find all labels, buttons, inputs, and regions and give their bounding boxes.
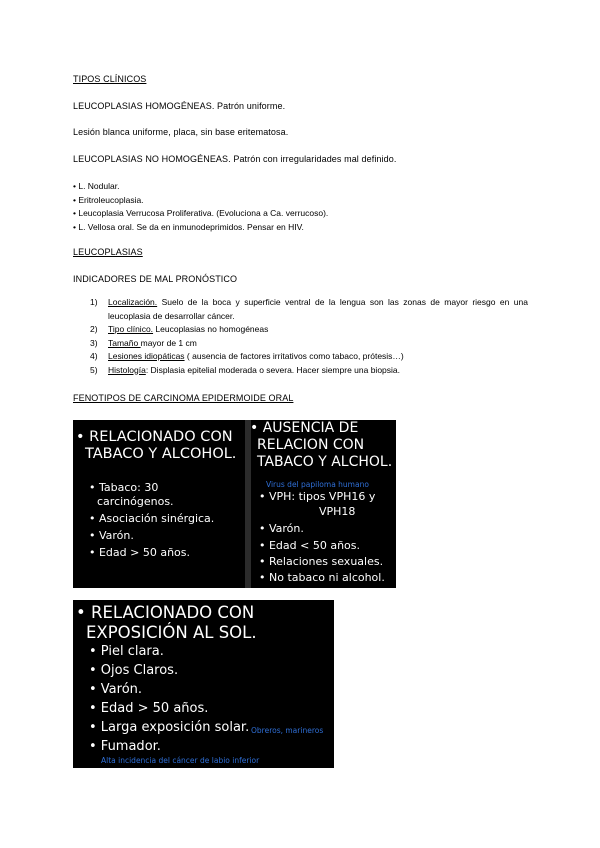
criteria-label: Localización. (108, 297, 158, 307)
slide-left-heading (76, 429, 236, 463)
slide-item: • Edad < 50 años. (259, 539, 361, 552)
criteria-text: ( ausencia de factores irritativos como tabaco, prótesis…) (184, 351, 404, 361)
criteria-label: Tipo clínico. (108, 324, 154, 334)
slide-item: • Varón. (89, 529, 134, 542)
slide-item: • No tabaco ni alcohol. (259, 571, 385, 584)
list-item: • L. Vellosa oral. Se da en inmunodeprimidos. Pensar en HIV. (73, 221, 328, 235)
criteria-number: 3) (90, 337, 98, 348)
homogeneas-heading: LEUCOPLASIAS HOMOGÉNEAS. Patrón uniforme. (73, 101, 286, 111)
slide-note: Virus del papiloma humano (266, 480, 369, 489)
no-homogeneas-heading: LEUCOPLASIAS NO HOMOGÉNEAS. Patrón con irregularidades mal definido. (73, 154, 397, 164)
heading-line: • RELACIONADO CON (76, 429, 233, 445)
slide-item: • Larga exposición solar. (89, 720, 250, 735)
slide-item: • Edad > 50 años. (89, 546, 191, 559)
criteria-item (90, 350, 528, 364)
criteria-label: Tamaño (108, 337, 141, 348)
criteria-text: Suelo de la boca y superficie ventral de la lengua son las zonas de mayor riesgo en una leucoplasia de desarrollar cáncer. (108, 297, 528, 321)
criteria-item (90, 296, 528, 323)
heading-line: RELACION CON (257, 437, 365, 453)
list-item: • L. Nodular. (73, 180, 328, 194)
types-list (73, 180, 328, 234)
slide-item: • Relaciones sexuales. (259, 555, 384, 568)
list-item: • Eritroleucoplasia. (73, 194, 328, 208)
heading-line: • AUSENCIA DE (250, 420, 359, 436)
tipos-clinicos-heading: TIPOS CLÍNICOS (73, 74, 147, 84)
criteria-number: 1) (90, 297, 98, 307)
criteria-item (90, 323, 528, 337)
list-item: • Leucoplasia Verrucosa Proliferativa. (Evoluciona a Ca. verrucoso). (73, 207, 328, 221)
slide-exposicion-sol (73, 600, 334, 768)
slide-item: • Piel clara. (89, 644, 164, 659)
criteria-number: 2) (90, 324, 98, 334)
fenotipos-heading: FENOTIPOS DE CARCINOMA EPIDERMOIDE ORAL (73, 393, 294, 403)
slide-item: VPH18 (319, 505, 356, 518)
leucoplasias-heading: LEUCOPLASIAS (73, 247, 143, 257)
slide-item: • Varón. (89, 682, 143, 697)
slide-item: • Fumador. (89, 739, 161, 754)
slide-item: • Asociación sinérgica. (89, 512, 215, 525)
slide-heading (76, 603, 257, 643)
slide-item: • Ojos Claros. (89, 663, 179, 678)
criteria-item (90, 364, 528, 378)
indicadores-heading: INDICADORES DE MAL PRONÓSTICO (73, 274, 238, 284)
criteria-text: mayor de 1 cm (140, 337, 197, 348)
heading-line: • RELACIONADO CON (76, 603, 255, 622)
heading-line: TABACO Y ALCOHOL. (85, 446, 237, 462)
slide-note: Alta incidencia del cáncer de labio inferior (101, 756, 260, 765)
slide-item: • VPH: tipos VPH16 y (259, 490, 376, 503)
homogeneas-description: Lesión blanca uniforme, placa, sin base eritematosa. (73, 127, 289, 137)
criteria-text: : Displasia epitelial moderada o severa. Hacer siempre una biopsia. (145, 364, 400, 375)
slide-item: carcinógenos. (97, 495, 174, 508)
slide-tabaco-vph (73, 420, 396, 588)
heading-line: TABACO Y ALCHOL. (257, 454, 393, 470)
slide-item: • Edad > 50 años. (89, 701, 209, 716)
criteria-label: Lesiones idiopáticas (108, 351, 185, 361)
criteria-number: 4) (90, 351, 98, 361)
slide-right-heading (250, 420, 392, 471)
slide-item: • Varón. (259, 522, 304, 535)
criteria-number: 5) (90, 364, 98, 375)
heading-line: EXPOSICIÓN AL SOL. (86, 623, 257, 642)
criteria-text: Leucoplasias no homogéneas (153, 324, 269, 334)
criteria-item (90, 337, 528, 351)
criteria-label: Histología (108, 364, 146, 375)
slide-note: Obreros, marineros (251, 726, 324, 735)
criteria-list (90, 296, 528, 377)
slide-item: • Tabaco: 30 (89, 481, 159, 494)
